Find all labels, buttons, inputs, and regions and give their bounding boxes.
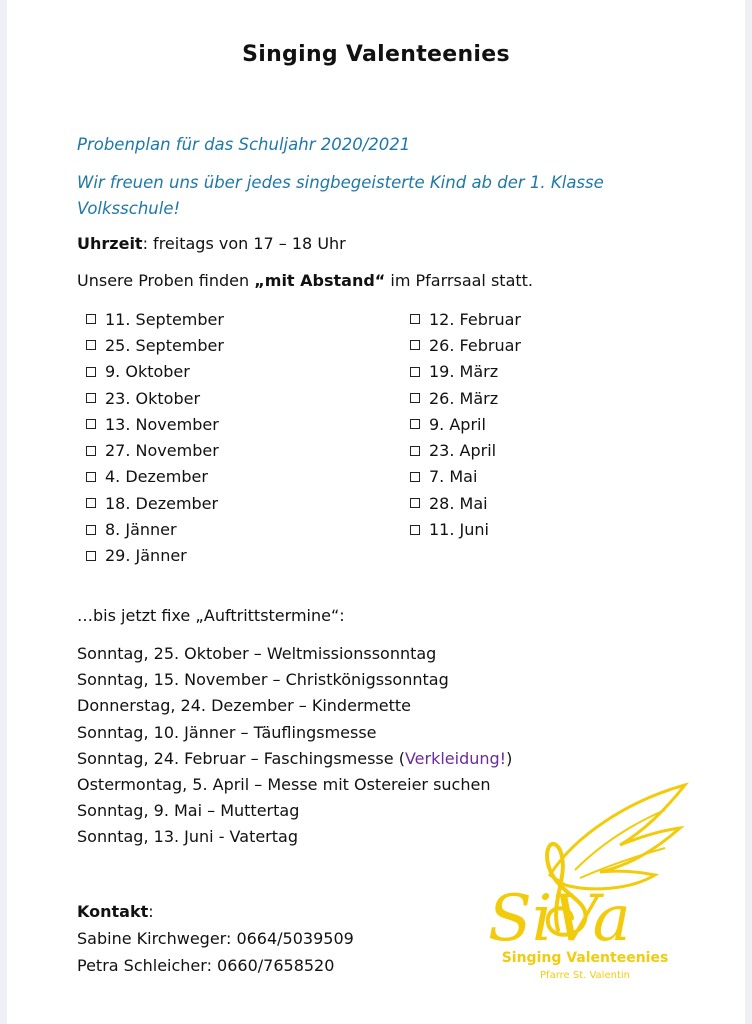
rehearsal-item [410,306,521,332]
appearance-item-fasching [77,746,512,772]
appearance-item: Donnerstag, 24. Dezember – Kindermette [77,696,412,716]
venue-line [77,271,533,290]
rehearsal-list-right [410,306,521,543]
checkbox-icon[interactable] [410,472,420,482]
rehearsal-item [410,464,521,490]
appearance-item: Sonntag, 9. Mai – Muttertag [77,801,300,821]
rehearsal-item [410,411,521,437]
checkbox-icon[interactable] [410,446,420,456]
checkbox-icon[interactable] [86,525,96,535]
rehearsal-item [86,359,224,385]
checkbox-icon[interactable] [86,446,96,456]
rehearsal-item [86,411,224,437]
venue-before: Unsere Proben finden [77,271,255,290]
appearance-item: Sonntag, 15. November – Christkönigssonntag [77,670,449,690]
schedule-subtitle: Probenplan für das Schuljahr 2020/2021 [77,135,411,154]
rehearsal-item [410,437,521,463]
checkbox-icon[interactable] [86,551,96,561]
costume-highlight: Verkleidung! [404,748,507,768]
rehearsal-item [86,516,224,542]
contact-label: Kontakt [77,902,149,921]
logo-letters: SiVa [488,882,631,950]
rehearsal-date: 4. Dezember [105,467,208,487]
logo-parish: Pfarre St. Valentin [540,970,630,981]
contact-label-colon: : [148,902,154,921]
rehearsal-item [86,306,224,332]
rehearsal-item [410,490,521,516]
rehearsal-date: 23. April [429,441,497,461]
checkbox-icon[interactable] [86,472,96,482]
checkbox-icon[interactable] [86,498,96,508]
winged-treble-clef-icon [480,780,690,950]
checkbox-icon[interactable] [410,393,420,403]
rehearsal-date: 18. Dezember [105,493,219,513]
invite-line-1: Wir freuen uns über jedes singbegeisterte Kind ab der 1. Klasse [77,173,604,192]
rehearsal-date: 11. Juni [429,520,489,540]
appearance-item: Sonntag, 10. Jänner – Täuflingsmesse [77,722,377,742]
rehearsal-item [410,332,521,358]
checkbox-icon[interactable] [410,314,420,324]
checkbox-icon[interactable] [86,314,96,324]
rehearsal-date: 26. Februar [429,335,521,355]
logo-name: Singing Valenteenies [501,950,669,966]
venue-after: im Pfarrsaal statt. [385,271,533,290]
rehearsal-date: 9. Oktober [105,362,190,382]
rehearsal-date: 27. November [105,441,219,461]
contact-person: Petra Schleicher: 0660/7658520 [77,956,335,975]
appearances-heading: …bis jetzt fixe „Auftrittstermine“: [77,606,345,625]
rehearsal-item [86,385,224,411]
appearance-item: Ostermontag, 5. April – Messe mit Ostereier suchen [77,774,491,794]
siva-logo [480,780,690,990]
wing-feather-line [575,810,665,870]
rehearsal-date: 12. Februar [429,309,521,329]
contact-person: Sabine Kirchweger: 0664/5039509 [77,929,354,948]
appearance-item: Sonntag, 25. Oktober – Weltmissionssonntag [77,644,437,663]
rehearsal-item [86,543,224,569]
time-line [77,234,346,253]
checkbox-icon[interactable] [410,525,420,535]
appearances-list [77,641,512,851]
checkbox-icon[interactable] [86,367,96,377]
wing-outline [550,785,685,889]
rehearsal-date: 26. März [429,388,499,408]
checkbox-icon[interactable] [86,419,96,429]
rehearsal-date: 29. Jänner [105,546,187,566]
appearance-item: Sonntag, 13. Juni - Vatertag [77,827,298,847]
rehearsal-item [86,332,224,358]
rehearsal-date: 8. Jänner [105,520,177,540]
rehearsal-item [86,464,224,490]
rehearsal-date: 11. September [105,309,224,329]
rehearsal-date: 28. Mai [429,493,488,513]
checkbox-icon[interactable] [410,340,420,350]
rehearsal-date: 7. Mai [429,467,478,487]
venue-bold: „mit Abstand“ [254,271,386,290]
checkbox-icon[interactable] [410,419,420,429]
rehearsal-date: 23. Oktober [105,388,201,408]
time-label-colon: : [142,234,148,253]
invite-line-2: Volksschule! [77,199,181,218]
checkbox-icon[interactable] [410,367,420,377]
checkbox-icon[interactable] [86,340,96,350]
fasching-close: ) [506,748,513,768]
fasching-text: Sonntag, 24. Februar – Faschingsmesse ( [77,748,405,768]
rehearsal-item [410,385,521,411]
page-title: Singing Valenteenies [242,42,510,67]
rehearsal-list-left [86,306,224,569]
rehearsal-item [410,359,521,385]
rehearsal-date: 9. April [429,414,486,434]
checkbox-icon[interactable] [86,393,96,403]
checkbox-icon[interactable] [410,498,420,508]
contact-heading [77,898,354,925]
rehearsal-item [86,490,224,516]
rehearsal-date: 25. September [105,335,224,355]
rehearsal-date: 19. März [429,362,499,382]
rehearsal-item [410,516,521,542]
time-value: freitags von 17 – 18 Uhr [147,234,346,253]
rehearsal-item [86,437,224,463]
rehearsal-date: 13. November [105,414,219,434]
time-label: Uhrzeit [77,234,143,253]
contact-section [77,898,354,979]
